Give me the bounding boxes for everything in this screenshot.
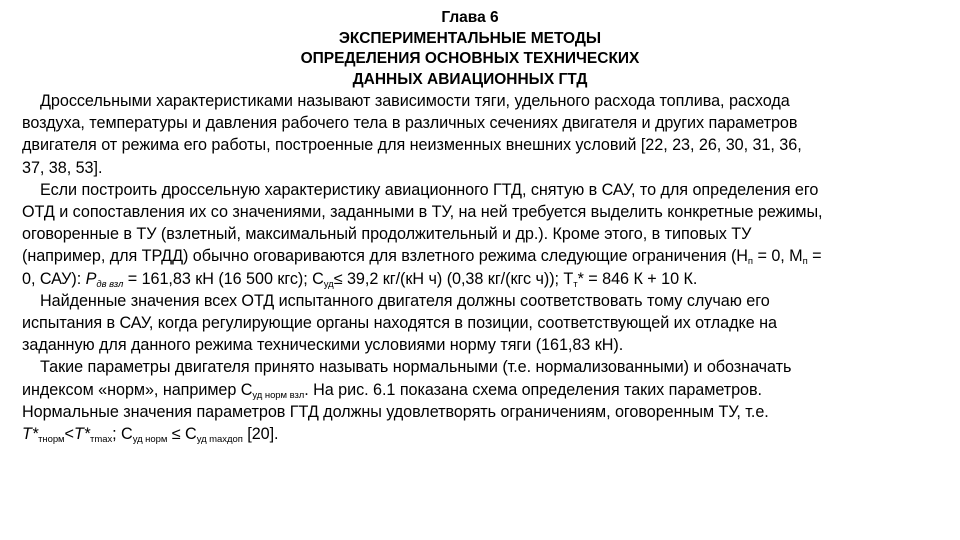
body-text bbox=[22, 90, 918, 445]
paragraph-line-with-formula bbox=[22, 423, 918, 445]
text-run: < bbox=[64, 425, 74, 444]
paragraph-line: заданную для данного режима техническими условиями норму тяги (161,83 кН). bbox=[22, 336, 624, 355]
paragraph-line-with-subscript bbox=[22, 379, 918, 401]
chapter-title-line-2: ОПРЕДЕЛЕНИЯ ОСНОВНЫХ ТЕХНИЧЕСКИХ bbox=[300, 50, 640, 67]
formula-symbol: T* bbox=[22, 425, 39, 444]
document-page bbox=[22, 8, 918, 445]
paragraph-line: Если построить дроссельную характеристику авиационного ГТД, снятую в САУ, то для определения его bbox=[40, 180, 819, 199]
paragraph-line: оговоренные в ТУ (взлетный, максимальный продолжительный и др.). Кроме этого, в типовых ТУ bbox=[22, 225, 752, 244]
paragraph-line: Найденные значения всех ОТД испытанного двигателя должны соответствовать тому случаю его bbox=[40, 291, 770, 310]
subscript: тнорм bbox=[38, 434, 65, 446]
paragraph-line-with-limits bbox=[22, 245, 918, 267]
chapter-title-line-1: ЭКСПЕРИМЕНТАЛЬНЫЕ МЕТОДЫ bbox=[338, 29, 602, 47]
paragraph-line: воздуха, температуры и давления рабочего тела в различных сечениях двигателя и других параметров bbox=[22, 114, 798, 133]
formula-symbol: T* bbox=[73, 425, 91, 444]
text-run: * = 846 К + 10 К. bbox=[577, 269, 698, 288]
subscript: тmax bbox=[90, 434, 113, 446]
subscript: п bbox=[802, 256, 808, 268]
subscript: т bbox=[573, 278, 578, 290]
text-run: . На рис. 6.1 показана схема определения таких параметров. bbox=[304, 380, 763, 399]
text-run: [20]. bbox=[242, 425, 279, 444]
chapter-number: Глава 6 bbox=[441, 9, 499, 26]
paragraph-1 bbox=[22, 90, 918, 179]
subscript: п bbox=[747, 256, 754, 268]
text-run: ≤ 39,2 кг/(кН ч) (0,38 кг/(кгс ч)); Т bbox=[333, 269, 574, 288]
chapter-title-line-3: ДАННЫХ АВИАЦИОННЫХ ГТД bbox=[352, 70, 588, 88]
subscript: уд maxдоп bbox=[196, 434, 243, 446]
text-run: ; С bbox=[112, 425, 133, 444]
chapter-heading bbox=[22, 8, 918, 90]
paragraph-line: ОТД и сопоставления их со значениями, заданными в ТУ, на ней требуется выделить конкретные режимы, bbox=[22, 203, 823, 222]
paragraph-line: испытания в САУ, когда регулирующие органы находятся в позиции, соответствующей их отладке на bbox=[22, 314, 777, 333]
formula-symbol: P bbox=[85, 269, 97, 288]
paragraph-3 bbox=[22, 290, 918, 357]
text-run: 0, САУ): bbox=[22, 269, 86, 288]
paragraph-line: двигателя от режима его работы, построенные для неизменных внешних условий [22, 23, 26, 30, 31, 36, bbox=[22, 136, 802, 155]
paragraph-4 bbox=[22, 356, 918, 445]
subscript: дв взл bbox=[96, 278, 124, 290]
paragraph-line: Такие параметры двигателя принято называть нормальными (т.е. нормализованными) и обозначать bbox=[40, 358, 792, 377]
subscript: уд норм взл bbox=[252, 389, 305, 401]
text-run: = 161,83 кН (16 500 кгс); С bbox=[123, 269, 324, 288]
text-run: ≤ С bbox=[167, 425, 197, 444]
paragraph-line: 37, 38, 53]. bbox=[22, 158, 103, 177]
paragraph-line: Нормальные значения параметров ГТД должны удовлетворять ограничениям, оговоренным ТУ, т.е. bbox=[22, 402, 769, 421]
text-run: = bbox=[807, 247, 822, 266]
paragraph-line-with-formula bbox=[22, 268, 918, 290]
text-run: (например, для ТРДД) обычно оговариваются для взлетного режима следующие ограничения (Н bbox=[22, 247, 748, 266]
paragraph-2 bbox=[22, 179, 918, 290]
paragraph-line: Дроссельными характеристиками называют зависимости тяги, удельного расхода топлива, расхода bbox=[40, 92, 790, 110]
subscript: уд норм bbox=[132, 434, 168, 446]
text-run: = 0, М bbox=[753, 247, 803, 266]
subscript: уд bbox=[323, 278, 334, 290]
text-run: индексом «норм», например С bbox=[22, 380, 253, 399]
